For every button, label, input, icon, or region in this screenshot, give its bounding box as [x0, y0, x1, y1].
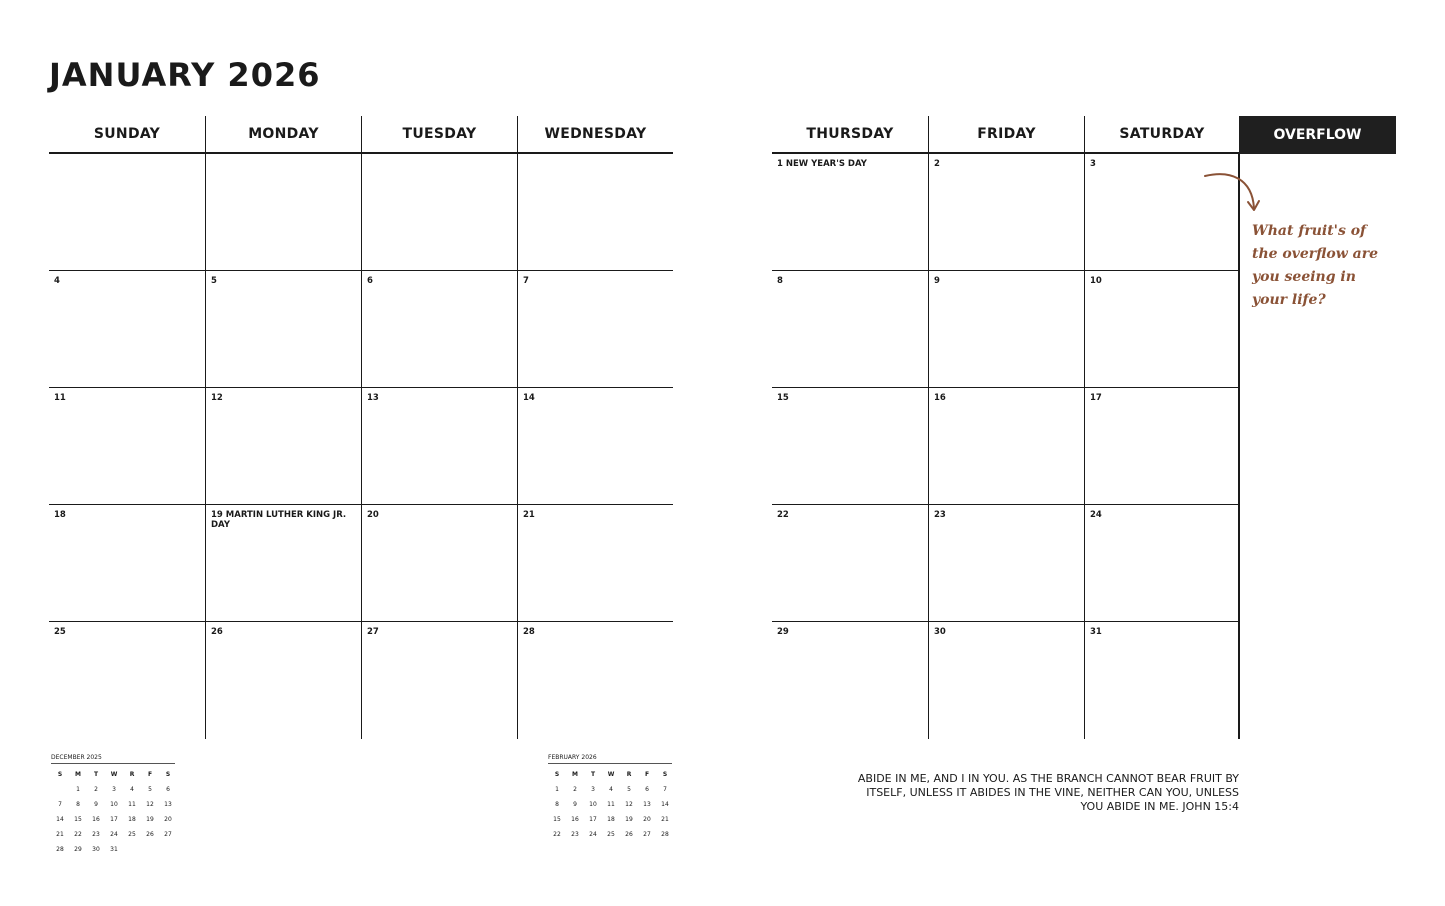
day-cell[interactable]: 19 MARTIN LUTHER KING JR. DAY: [205, 505, 361, 622]
mini-day-cell: 31: [110, 846, 118, 853]
mini-day-cell: [141, 842, 159, 857]
mini-day-cell: 2: [573, 786, 577, 793]
mini-day-header: W: [607, 771, 615, 778]
mini-day-cell: 15: [553, 816, 561, 823]
mini-day-cell: 26: [625, 831, 633, 838]
day-cell[interactable]: 1 NEW YEAR'S DAY: [772, 154, 928, 271]
day-cell[interactable]: 31: [1084, 622, 1239, 739]
day-cell[interactable]: 11: [49, 388, 205, 505]
mini-calendar-grid: [51, 767, 177, 857]
mini-day-header: F: [147, 771, 153, 778]
mini-day-cell: 21: [661, 816, 669, 823]
mini-day-cell: [51, 782, 69, 797]
mini-day-cell: 28: [56, 846, 64, 853]
mini-day-cell: 20: [643, 816, 651, 823]
mini-day-header: R: [129, 771, 135, 778]
mini-day-cell: 18: [607, 816, 615, 823]
mini-day-cell: 6: [645, 786, 649, 793]
day-cell[interactable]: 13: [361, 388, 517, 505]
mini-day-cell: 20: [164, 816, 172, 823]
day-cell[interactable]: 14: [517, 388, 673, 505]
mini-calendar-december: [51, 754, 177, 857]
mini-day-cell: 23: [571, 831, 579, 838]
mini-day-header: T: [590, 771, 596, 778]
page-title: JANUARY 2026: [49, 56, 321, 94]
mini-day-cell: 12: [625, 801, 633, 808]
mini-day-header: W: [110, 771, 118, 778]
day-cell[interactable]: 18: [49, 505, 205, 622]
day-cell[interactable]: 24: [1084, 505, 1239, 622]
day-cell[interactable]: [361, 154, 517, 271]
calendar-grid-left: [49, 116, 673, 739]
day-cell[interactable]: 27: [361, 622, 517, 739]
mini-day-cell: 3: [112, 786, 116, 793]
weekday-header: SATURDAY: [1084, 116, 1239, 154]
mini-day-header: T: [93, 771, 99, 778]
mini-calendar-february: [548, 754, 674, 842]
mini-day-cell: 5: [148, 786, 152, 793]
mini-day-cell: 1: [555, 786, 559, 793]
day-cell[interactable]: 30: [928, 622, 1084, 739]
mini-day-cell: 8: [555, 801, 559, 808]
scripture-verse: ABIDE IN ME, AND I IN YOU. AS THE BRANCH CANNOT BEAR FRUIT BY ITSELF, UNLESS IT ABIDES IN THE VINE, NEITHER CAN YOU, UNLESS YOU ABIDE IN ME. JOHN 15:4: [857, 772, 1239, 813]
mini-day-cell: 24: [110, 831, 118, 838]
day-cell[interactable]: 2: [928, 154, 1084, 271]
day-cell[interactable]: 5: [205, 271, 361, 388]
mini-day-cell: 7: [663, 786, 667, 793]
mini-day-cell: 15: [74, 816, 82, 823]
mini-day-cell: 24: [589, 831, 597, 838]
day-cell[interactable]: 8: [772, 271, 928, 388]
mini-day-cell: 16: [571, 816, 579, 823]
weekday-header: SUNDAY: [49, 116, 205, 154]
mini-day-cell: 23: [92, 831, 100, 838]
day-cell[interactable]: 25: [54, 627, 66, 637]
mini-day-cell: 26: [146, 831, 154, 838]
mini-day-header: F: [644, 771, 650, 778]
mini-day-header: S: [662, 771, 668, 778]
mini-day-cell: 30: [92, 846, 100, 853]
mini-day-cell: 19: [146, 816, 154, 823]
day-cell[interactable]: 10: [1084, 271, 1239, 388]
mini-day-header: S: [554, 771, 560, 778]
mini-calendar-title: FEBRUARY 2026: [548, 754, 672, 764]
day-cell[interactable]: 12: [205, 388, 361, 505]
weekday-header: MONDAY: [205, 116, 361, 154]
day-cell[interactable]: 15: [772, 388, 928, 505]
overflow-divider: [1238, 154, 1240, 739]
mini-day-cell: 14: [661, 801, 669, 808]
day-cell[interactable]: 22: [772, 505, 928, 622]
mini-day-header: M: [75, 771, 81, 778]
mini-calendar-title: DECEMBER 2025: [51, 754, 175, 764]
mini-day-cell: 25: [128, 831, 136, 838]
mini-day-cell: 12: [146, 801, 154, 808]
weekday-header: FRIDAY: [928, 116, 1084, 154]
day-cell[interactable]: [517, 154, 673, 271]
day-cell[interactable]: 3: [1084, 154, 1239, 271]
mini-day-cell: [123, 842, 141, 857]
mini-day-cell: 27: [643, 831, 651, 838]
calendar-grid-right: [772, 116, 1239, 739]
mini-day-cell: 11: [607, 801, 615, 808]
mini-calendar-grid: [548, 767, 674, 842]
mini-day-cell: 4: [609, 786, 613, 793]
day-cell[interactable]: 23: [928, 505, 1084, 622]
weekday-header: WEDNESDAY: [517, 116, 673, 154]
day-cell[interactable]: 29: [777, 627, 789, 637]
mini-day-cell: 16: [92, 816, 100, 823]
mini-day-header: S: [57, 771, 63, 778]
mini-day-cell: 22: [74, 831, 82, 838]
curved-arrow-icon: [1200, 168, 1262, 220]
mini-day-cell: 13: [164, 801, 172, 808]
mini-day-cell: 4: [130, 786, 134, 793]
mini-day-cell: 25: [607, 831, 615, 838]
mini-day-cell: 21: [56, 831, 64, 838]
mini-day-cell: 9: [94, 801, 98, 808]
overflow-prompt: What fruit's of the overflow are you seeing in your life?: [1252, 223, 1378, 308]
weekday-header: THURSDAY: [772, 116, 928, 154]
mini-day-cell: 9: [573, 801, 577, 808]
day-cell[interactable]: [205, 154, 361, 271]
mini-day-cell: 2: [94, 786, 98, 793]
day-cell[interactable]: 21: [517, 505, 673, 622]
overflow-header: OVERFLOW: [1239, 116, 1396, 154]
mini-day-cell: 29: [74, 846, 82, 853]
day-cell[interactable]: 26: [205, 622, 361, 739]
mini-day-cell: 17: [589, 816, 597, 823]
mini-day-cell: 6: [166, 786, 170, 793]
day-cell[interactable]: 28: [517, 622, 673, 739]
day-cell[interactable]: 7: [517, 271, 673, 388]
day-cell[interactable]: 9: [928, 271, 1084, 388]
mini-day-cell: 11: [128, 801, 136, 808]
day-cell[interactable]: [49, 154, 205, 271]
day-cell[interactable]: 4: [49, 271, 205, 388]
mini-day-cell: 7: [58, 801, 62, 808]
mini-day-cell: 19: [625, 816, 633, 823]
mini-day-cell: 18: [128, 816, 136, 823]
mini-day-cell: [159, 842, 177, 857]
mini-day-cell: 14: [56, 816, 64, 823]
day-cell[interactable]: 16: [928, 388, 1084, 505]
mini-day-cell: 28: [661, 831, 669, 838]
mini-day-header: R: [626, 771, 632, 778]
mini-day-cell: 17: [110, 816, 118, 823]
mini-day-cell: 13: [643, 801, 651, 808]
mini-day-header: M: [572, 771, 578, 778]
mini-day-cell: 10: [589, 801, 597, 808]
mini-day-cell: 22: [553, 831, 561, 838]
mini-day-cell: 5: [627, 786, 631, 793]
day-cell[interactable]: 17: [1084, 388, 1239, 505]
day-cell[interactable]: 20: [361, 505, 517, 622]
mini-day-cell: 1: [76, 786, 80, 793]
weekday-header: TUESDAY: [361, 116, 517, 154]
mini-day-header: S: [165, 771, 171, 778]
mini-day-cell: 8: [76, 801, 80, 808]
mini-day-cell: 10: [110, 801, 118, 808]
mini-day-cell: 27: [164, 831, 172, 838]
mini-day-cell: 3: [591, 786, 595, 793]
day-cell[interactable]: 6: [361, 271, 517, 388]
